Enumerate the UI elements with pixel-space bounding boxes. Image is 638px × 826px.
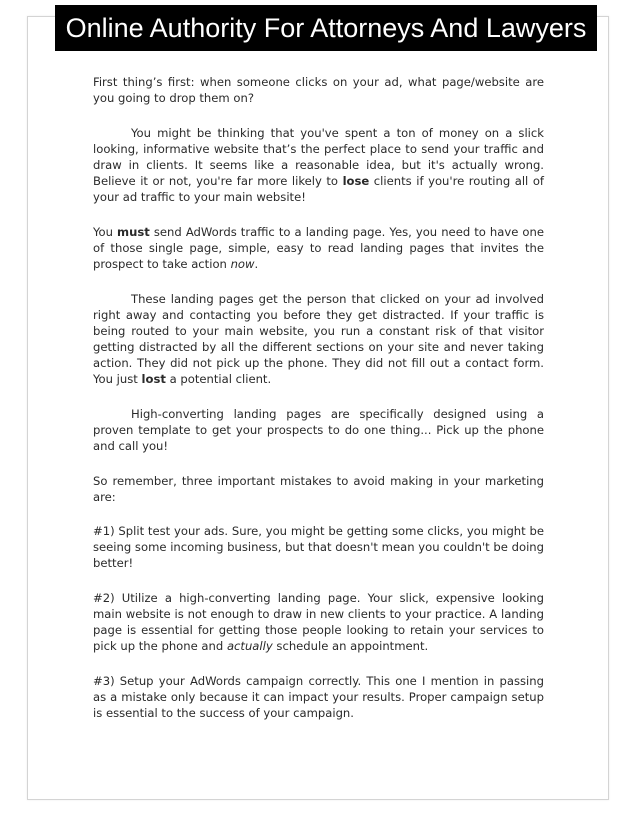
text-run: a potential client. xyxy=(165,372,272,386)
text-run: These landing pages get the person that clicked on your ad involved right away and contacting you before they get distracted. If your traffic is being routed to your main website, you run a constant risk of that visitor getting distracted by all the different sections on your site and never taking action. They did not pick up the phone. They did not fill out a contact form. You just xyxy=(93,292,544,386)
emphasis-italic: actually xyxy=(226,639,273,653)
text-run: schedule an appointment. xyxy=(272,639,429,653)
paragraph-mistake-1 xyxy=(93,523,544,571)
page-title: Online Authority For Attorneys And Lawyers xyxy=(65,13,587,43)
paragraph-high-converting xyxy=(93,406,544,454)
text-run: #1) Split test your ads. Sure, you might be getting some clicks, you might be seeing some incoming business, but that doesn't mean you couldn't be doing better! xyxy=(93,524,544,570)
text-run: High-converting landing pages are specifically designed using a proven template to get your prospects to do one thing... Pick up the phone and call you! xyxy=(93,407,544,453)
paragraph-mistake-3 xyxy=(93,673,544,721)
text-run: #3) Setup your AdWords campaign correctly. This one I mention in passing as a mistake only because it can impact your results. Proper campaign setup is essential to the success of your campaign. xyxy=(93,674,544,720)
paragraph-website-thinking xyxy=(93,125,544,205)
emphasis-bold: lose xyxy=(342,174,370,188)
paragraph-mistake-2 xyxy=(93,590,544,654)
text-run: #2) Utilize a high-converting landing page. Your slick, expensive looking main website is not enough to draw in new clients to your practice. A landing page is essential for getting those people looking to retain your services to pick up the phone and xyxy=(93,591,544,653)
text-run: send AdWords traffic to a landing page. Yes, you need to have one of those single page, simple, easy to read landing pages that invites the prospect to take action xyxy=(93,225,544,271)
emphasis-italic: now xyxy=(230,257,255,271)
paragraph-first-thing xyxy=(93,74,544,106)
text-run: You xyxy=(93,225,118,239)
document-body xyxy=(93,74,544,740)
emphasis-bold: lost xyxy=(141,372,166,386)
emphasis-bold: must xyxy=(117,225,150,239)
text-run: You might be thinking that you've spent a ton of money on a slick looking, informative website that’s the perfect place to send your traffic and draw in clients. It seems like a reasonable idea, but it's actually wrong. Believe it or not, you're far more likely to xyxy=(93,126,544,188)
paragraph-remember xyxy=(93,473,544,505)
text-run: So remember, three important mistakes to avoid making in your marketing are: xyxy=(93,474,544,504)
text-run: First thing’s first: when someone clicks on your ad, what page/website are you going to drop them on? xyxy=(93,75,544,105)
title-banner xyxy=(55,5,597,51)
paragraph-landing-pages xyxy=(93,291,544,387)
text-run: clients if you're routing all of your ad traffic to your main website! xyxy=(93,174,544,204)
paragraph-must-send xyxy=(93,224,544,272)
text-run: . xyxy=(254,257,259,271)
